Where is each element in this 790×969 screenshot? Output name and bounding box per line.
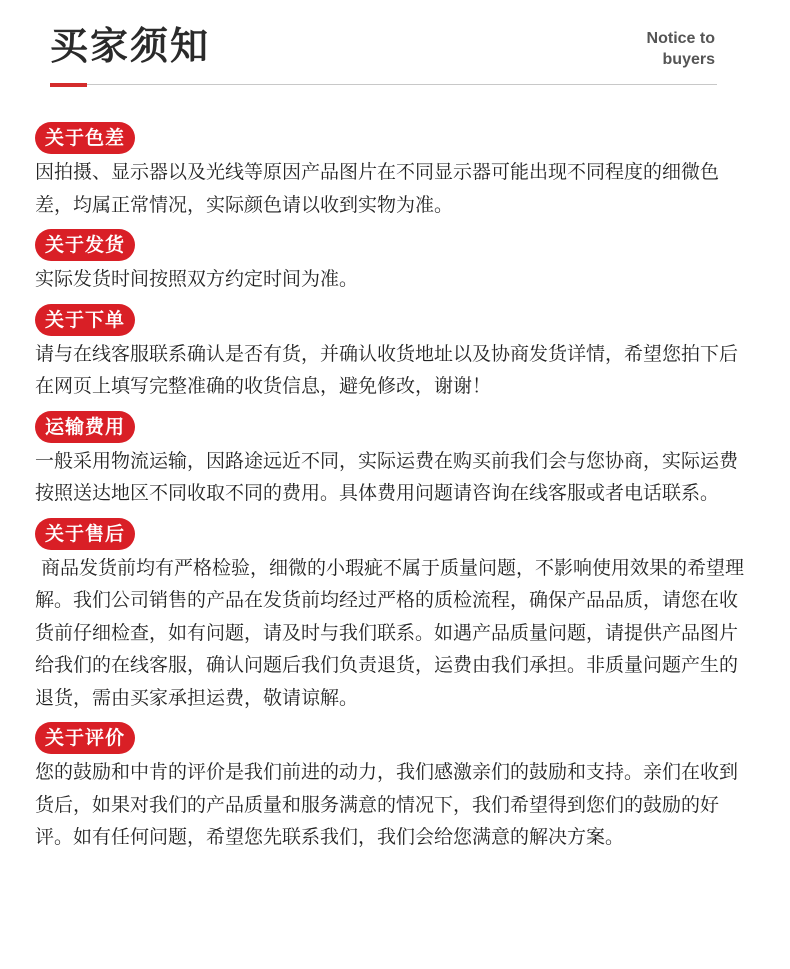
page-title: 买家须知 — [50, 24, 211, 68]
section-text: 一般采用物流运输，因路途远近不同，实际运费在购买前我们会与您协商，实际运费按照送达地区不同收取不同的费用。具体费用问题请咨询在线客服或者电话联系。 — [35, 449, 739, 504]
header-divider-accent — [50, 83, 87, 87]
section-text: 请与在线客服联系确认是否有货，并确认收货地址以及协商发货详情，希望您拍下后在网页上填写完整准确的收货信息，避免修改，谢谢！ — [35, 342, 739, 397]
notice-content — [35, 122, 755, 862]
section-ordering — [35, 304, 755, 403]
section-badge: 关于色差 — [35, 122, 135, 154]
subtitle-line-1: Notice to — [646, 30, 715, 47]
section-color-difference — [35, 122, 755, 221]
section-after-sales — [35, 518, 755, 715]
section-text: 商品发货前均有严格检验，细微的小瑕疵不属于质量问题，不影响使用效果的希望理解。我们公司销售的产品在发货前均经过严格的质检流程，确保产品品质，请您在收货前仔细检查，如有问题，请及时与我们联系。如遇产品质量问题，请提供产品图片给我们的在线客服，确认问题后我们负责退货，运费由我们承担。非质量问题产生的退货，需由买家承担运费，敬请谅解。 — [35, 556, 745, 709]
section-shipping — [35, 229, 755, 296]
page-header — [0, 0, 790, 100]
section-badge: 关于售后 — [35, 518, 135, 550]
section-badge: 运输费用 — [35, 411, 135, 443]
section-badge: 关于评价 — [35, 722, 135, 754]
page-subtitle — [647, 28, 715, 70]
subtitle-line-2: buyers — [662, 51, 715, 68]
section-text: 因拍摄、显示器以及光线等原因产品图片在不同显示器可能出现不同程度的细微色差，均属正常情况，实际颜色请以收到实物为准。 — [35, 161, 720, 216]
header-divider — [50, 84, 717, 85]
section-badge: 关于下单 — [35, 304, 135, 336]
section-reviews — [35, 722, 755, 854]
section-text: 实际发货时间按照双方约定时间为准。 — [35, 268, 359, 290]
section-badge: 关于发货 — [35, 229, 135, 261]
section-freight — [35, 411, 755, 510]
section-text: 您的鼓励和中肯的评价是我们前进的动力，我们感激亲们的鼓励和支持。亲们在收到货后，如果对我们的产品质量和服务满意的情况下，我们希望得到您们的鼓励的好评。如有任何问题，希望您先联系我们，我们会给您满意的解决方案。 — [35, 761, 739, 848]
